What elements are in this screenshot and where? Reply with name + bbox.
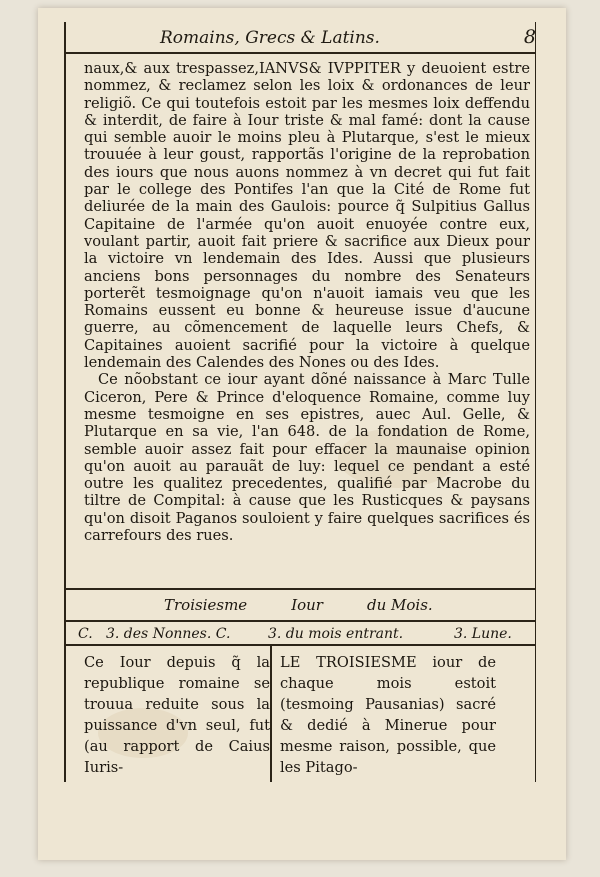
book-page [38,8,566,860]
left-column-text: Ce Iour depuis q̃ la republique romaine se trouua reduite sous la puissance d'vn seul, fut (au rapport de Caius Iuris- [84,654,270,776]
calendar-letter: C. [78,626,93,642]
column-divider [270,644,272,782]
frame-right-rule [535,22,537,782]
section-bottom-rule [64,644,536,646]
calendar-lune: 3. Lune. [454,626,512,642]
heading-iour: Iour [291,596,323,614]
calendar-nones: 3. des Nonnes. C. [106,626,231,642]
page-number: 8 [523,26,536,48]
main-text [84,60,530,544]
header-rule [64,52,536,54]
calendar-mois-entrant: 3. du mois entrant. [268,626,404,642]
paragraph-2: Ce nõobstant ce iour ayant dõné naissance à Marc Tulle Ciceron, Pere & Prince d'eloquence Romaine, comme luy mesme tesmoigne en ses epistres, auec Aul. Gelle, & Plutarque en sa vie, l'an 648. de la fondation de Rome, semble auoir assez fait pour effacer la maunaise opinion qu'on auoit au parauãt de luy: lequel ce pendant a esté outre les qualitez precedentes, qualifié par Macrobe du tiltre de Compital: à cause que les Rusticques & paysans qu'on disoit Paganos souloient y faire quelques sacrifices és carrefours des rues. [84,371,530,545]
section-mid-rule [64,620,536,622]
running-header [64,28,536,52]
heading-troisiesme: Troisiesme [164,596,248,614]
frame-left-rule [64,22,66,782]
text-frame [64,22,536,782]
paragraph-1: naux,& aux trespassez,IANVS& IVPPITER y deuoient estre nommez, & reclamez selon les loix & ordonances de leur religiõ. Ce qui toutefois estoit par les mesmes loix deffendu & interdit, de faire à Iour triste & mal famé: dont la cause qui semble auoir le moins pleu à Plutarque, s'est le mieux trouuée à leur goust, rapportãs l'origine de la reprobation des iours que nous auons nommez à vn decret qui fut fait par le college des Pontifes l'an que la Cité de Rome fut deliurée de la main des Gaulois: pource q̃ Sulpitius Gallus Capitaine de l'armée qu'on auoit enuoyée contre eux, voulant partir, auoit fait priere & sacrifice aux Dieux pour la victoire vn lendemain des Ides. Aussi que plusieurs anciens bons personnages du nombre des Senateurs porterẽt tesmoignage qu'on n'auoit iamais veu que les Romains eussent eu bonne & heureuse issue d'aucune guerre, au cõmencement de laquelle leurs Chefs, & Capitaines auoient sacrifié pour la victoire à quelque lendemain des Calendes des Nones ou des Ides. [84,60,530,372]
running-title: Romains, Grecs & Latins. [160,28,380,48]
section-heading [164,596,524,614]
heading-du-mois: du Mois. [366,596,433,614]
section-top-rule [64,588,536,590]
right-column-text: LE TROISIESME iour de chaque mois estoit (tesmoing Pausanias) sacré & dedié à Minerue pour mesme raison, possible, que les Pitago- [280,654,496,776]
